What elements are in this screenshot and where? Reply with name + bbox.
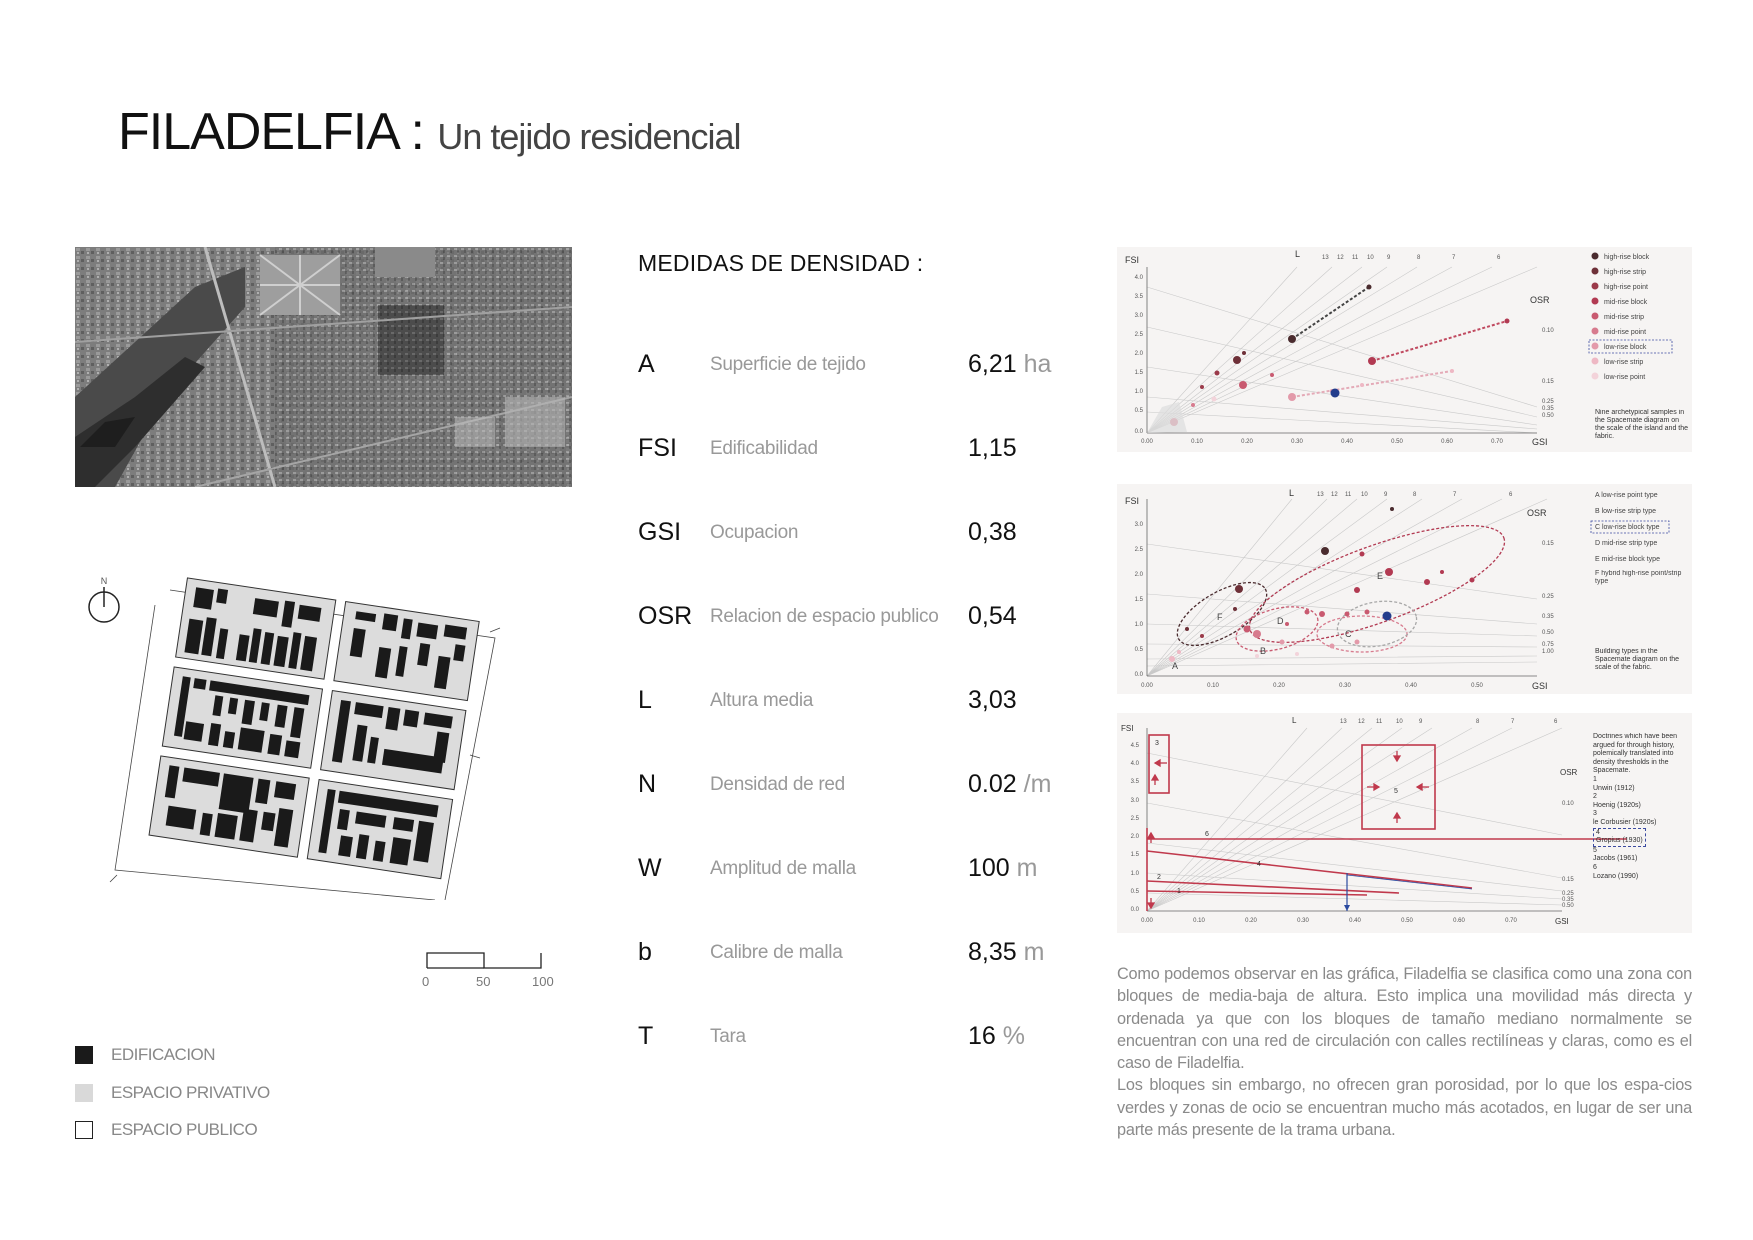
title-main: FILADELFIA: [118, 103, 397, 161]
measure-number: 0,38: [968, 518, 1017, 546]
measure-label: Superficie de tejido: [710, 354, 866, 375]
measure-label: Altura media: [710, 690, 814, 711]
svg-text:0.40: 0.40: [1349, 918, 1361, 924]
measure-key: GSI: [638, 518, 682, 546]
svg-text:3.0: 3.0: [1130, 798, 1139, 804]
svg-text:2.0: 2.0: [1130, 834, 1139, 840]
chart1-l-label: L: [1295, 249, 1301, 259]
page-title: [118, 102, 741, 162]
legend-publico: [75, 1120, 257, 1140]
svg-text:3: 3: [1155, 740, 1159, 747]
measure-key: W: [638, 854, 662, 882]
chart2-l-ticks: [1317, 492, 1513, 498]
chart3-l-label: L: [1292, 716, 1297, 725]
measure-number: 6,21: [968, 350, 1017, 378]
svg-text:1.0: 1.0: [1134, 389, 1143, 395]
svg-text:0.50: 0.50: [1401, 918, 1413, 924]
measure-number: 100: [968, 854, 1010, 882]
measure-value: [968, 770, 1051, 799]
scale-bar: [420, 948, 560, 998]
chart1-y-ticks: [1135, 275, 1144, 435]
svg-text:9: 9: [1384, 492, 1388, 498]
svg-text:0.15: 0.15: [1562, 877, 1574, 883]
svg-text:4.0: 4.0: [1130, 761, 1139, 767]
svg-text:A: A: [1172, 661, 1179, 671]
block-2: [334, 602, 479, 701]
chart1-caption: Nine archetypical samples in the Spacemate diagram on the scale of the island and the fabric.: [1595, 409, 1689, 440]
chart1-low-rise-line: [1292, 371, 1452, 397]
chart3-osr-label: OSR: [1560, 768, 1578, 777]
svg-text:1: 1: [1177, 888, 1181, 895]
svg-text:high-rise strip: high-rise strip: [1604, 269, 1647, 276]
measure-unit: m: [1023, 938, 1045, 966]
svg-text:11: 11: [1376, 719, 1383, 725]
svg-text:0.50: 0.50: [1542, 630, 1554, 636]
measure-value: [968, 854, 1038, 883]
measure-label: Tara: [710, 1026, 746, 1047]
legend-swatch-edificacion: [75, 1046, 93, 1064]
svg-text:7: 7: [1452, 255, 1456, 261]
measure-key: b: [638, 938, 652, 966]
measure-row-w: [638, 854, 1078, 894]
svg-text:4.0: 4.0: [1134, 275, 1143, 281]
svg-text:A low-rise point type: A low-rise point type: [1595, 492, 1658, 499]
svg-text:0.30: 0.30: [1339, 683, 1351, 689]
measure-label: Calibre de malla: [710, 942, 843, 963]
measure-label: Edificabilidad: [710, 438, 818, 459]
title-subtitle: Un tejido residencial: [437, 116, 741, 157]
svg-text:C low-rise block type: C low-rise block type: [1595, 524, 1660, 531]
svg-text:0.30: 0.30: [1291, 439, 1303, 445]
svg-text:F: F: [1217, 612, 1223, 622]
svg-text:10: 10: [1361, 492, 1368, 498]
measure-row-a: [638, 350, 1078, 390]
svg-text:0.10: 0.10: [1542, 328, 1554, 334]
svg-text:E: E: [1377, 571, 1384, 581]
svg-text:0.0: 0.0: [1134, 672, 1143, 678]
measure-label: Relacion de espacio publico: [710, 606, 939, 627]
measure-value: [968, 938, 1044, 967]
chart3-gsi-label: GSI: [1555, 917, 1569, 926]
svg-text:6: 6: [1497, 255, 1501, 261]
measure-number: 0,54: [968, 602, 1017, 630]
svg-text:4: 4: [1257, 861, 1261, 868]
svg-text:D: D: [1277, 616, 1284, 626]
measure-key: A: [638, 350, 655, 378]
measure-value: [968, 434, 1017, 463]
svg-text:high-rise block: high-rise block: [1604, 254, 1650, 261]
figure-ground-plan: [75, 570, 535, 900]
legend-edificacion: [75, 1045, 215, 1065]
svg-text:3.0: 3.0: [1134, 313, 1143, 319]
measure-value: [968, 686, 1017, 715]
doctrine-corbusier: le Corbusier (1920s): [1593, 818, 1657, 826]
svg-text:0.5: 0.5: [1134, 408, 1143, 414]
chart3-osr-ticks: [1562, 801, 1574, 909]
svg-text:0.20: 0.20: [1273, 683, 1285, 689]
doctrine-num-6: 6: [1593, 863, 1597, 871]
svg-text:0.00: 0.00: [1141, 918, 1153, 924]
measure-value: [968, 350, 1051, 379]
svg-text:mid-rise block: mid-rise block: [1604, 299, 1648, 306]
block-1: [176, 578, 336, 679]
paragraph-2: Los bloques sin embargo, no ofrecen gran porosidad, por lo que los espa-cios verdes y zonas de ocio se encuentran mucho más acotados, en lugar de ser una parte más presente de la trama urbana.: [1117, 1076, 1692, 1140]
svg-text:7: 7: [1511, 719, 1515, 725]
chart2-group-letters: [1172, 571, 1383, 671]
measure-number: 1,15: [968, 434, 1017, 462]
measure-value: [968, 602, 1017, 631]
measure-key: N: [638, 770, 657, 798]
block-4: [321, 691, 466, 790]
svg-text:2.0: 2.0: [1134, 572, 1143, 578]
aerial-photo-graphic: [75, 247, 572, 487]
chart2-guidelines: [1147, 499, 1547, 676]
spacemate-chart-3: [1117, 713, 1692, 933]
doctrine-num-1: 1: [1593, 775, 1597, 783]
svg-text:0.35: 0.35: [1542, 614, 1554, 620]
chart2-filadelfia-point: [1383, 612, 1392, 621]
svg-text:4.5: 4.5: [1130, 743, 1139, 749]
svg-text:13: 13: [1317, 492, 1324, 498]
doctrine-hoenig: Hoenig (1920s): [1593, 801, 1641, 809]
svg-text:2.5: 2.5: [1134, 547, 1143, 553]
doctrine-line-4: [1147, 851, 1472, 888]
chart2-legend: [1591, 492, 1669, 563]
svg-text:2.0: 2.0: [1134, 351, 1143, 357]
svg-text:8: 8: [1476, 719, 1480, 725]
chart2-y-ticks: [1135, 522, 1144, 678]
svg-text:B low-rise strip type: B low-rise strip type: [1595, 508, 1657, 515]
svg-text:8: 8: [1417, 255, 1421, 261]
measure-value: [968, 1022, 1025, 1051]
svg-text:11: 11: [1352, 255, 1359, 261]
measure-row-n: [638, 770, 1078, 810]
svg-text:1.0: 1.0: [1134, 622, 1143, 628]
svg-text:0.00: 0.00: [1141, 683, 1153, 689]
svg-text:0.35: 0.35: [1562, 897, 1574, 903]
measure-value: [968, 518, 1017, 547]
legend-privativo: [75, 1083, 270, 1103]
svg-text:5: 5: [1394, 788, 1398, 795]
legend-swatch-privativo: [75, 1084, 93, 1102]
svg-text:0.40: 0.40: [1405, 683, 1417, 689]
chart1-x-ticks: [1141, 439, 1503, 445]
svg-text:6: 6: [1205, 831, 1209, 838]
svg-text:0.20: 0.20: [1245, 918, 1257, 924]
measure-unit: /m: [1023, 770, 1052, 798]
measure-label: Amplitud de malla: [710, 858, 856, 879]
svg-text:0.35: 0.35: [1542, 406, 1554, 412]
svg-text:mid-rise point: mid-rise point: [1604, 329, 1647, 336]
svg-text:6: 6: [1509, 492, 1513, 498]
svg-text:1.00: 1.00: [1542, 649, 1554, 655]
measure-unit: m: [1016, 854, 1038, 882]
chart2-x-ticks: [1141, 683, 1483, 689]
svg-text:low-rise block: low-rise block: [1604, 344, 1647, 351]
svg-text:0.75: 0.75: [1542, 642, 1554, 648]
svg-text:1.5: 1.5: [1134, 597, 1143, 603]
svg-text:0.40: 0.40: [1341, 439, 1353, 445]
measure-number: 8,35: [968, 938, 1017, 966]
legend-label-publico: ESPACIO PUBLICO: [111, 1120, 258, 1139]
svg-text:B: B: [1260, 646, 1267, 656]
chart1-guidelines: [1147, 267, 1537, 433]
aerial-photo: [75, 247, 572, 487]
analysis-paragraph: [1117, 963, 1692, 1141]
measure-row-b: [638, 938, 1078, 978]
measure-number: 3,03: [968, 686, 1017, 714]
spacemate-chart-2: [1117, 484, 1692, 694]
svg-text:2.5: 2.5: [1130, 816, 1139, 822]
measure-unit: ha: [1023, 350, 1052, 378]
svg-text:low-rise strip: low-rise strip: [1604, 359, 1644, 366]
scale-tick-0: 0: [422, 974, 430, 989]
svg-text:0.30: 0.30: [1297, 918, 1309, 924]
title-separator: :: [397, 103, 438, 161]
chart1-caption-box: [1595, 409, 1690, 452]
svg-text:0.70: 0.70: [1505, 918, 1517, 924]
svg-text:2: 2: [1157, 874, 1161, 881]
chart2-osr-label: OSR: [1527, 508, 1547, 518]
block-3: [162, 667, 322, 768]
svg-text:0.10: 0.10: [1207, 683, 1219, 689]
svg-text:0.50: 0.50: [1471, 683, 1483, 689]
doctrine-highlight: [1593, 828, 1646, 847]
chart1-mid-rise-line: [1372, 321, 1507, 361]
svg-text:0.15: 0.15: [1542, 379, 1554, 385]
svg-text:1.0: 1.0: [1130, 871, 1139, 877]
svg-text:0.10: 0.10: [1193, 918, 1205, 924]
chart3-doctrine-shapes: [1147, 735, 1627, 911]
svg-text:0.70: 0.70: [1491, 439, 1503, 445]
chart1-osr-ticks: [1542, 328, 1554, 419]
doctrine-num-4: 4: [1596, 828, 1600, 836]
chart2-fsi-label: FSI: [1125, 496, 1140, 506]
svg-text:E mid-rise block type: E mid-rise block type: [1595, 556, 1660, 563]
svg-text:0.5: 0.5: [1130, 889, 1139, 895]
legend-label-privativo: ESPACIO PRIVATIVO: [111, 1083, 270, 1102]
svg-text:7: 7: [1453, 492, 1457, 498]
measure-number: 0.02: [968, 770, 1017, 798]
svg-text:mid-rise strip: mid-rise strip: [1604, 314, 1645, 321]
doctrines-caption: Doctrines which have been argued for through history, polemically translated into density thresholds in the Spacemate.: [1593, 733, 1678, 775]
svg-text:3.5: 3.5: [1130, 779, 1139, 785]
measure-key: L: [638, 686, 652, 714]
scale-tick-50: 50: [476, 974, 491, 989]
chart2-ellipses: [1168, 502, 1517, 666]
legend-label-edificacion: EDIFICACION: [111, 1045, 216, 1064]
svg-text:2.5: 2.5: [1134, 332, 1143, 338]
measure-row-l: [638, 686, 1078, 726]
chart3-fsi-label: FSI: [1121, 724, 1134, 733]
chart1-points: [1170, 285, 1510, 427]
doctrine-unwin: Unwin (1912): [1593, 784, 1635, 792]
north-label: N: [100, 576, 108, 586]
chart1-fsi-label: FSI: [1125, 255, 1140, 265]
svg-text:low-rise point: low-rise point: [1604, 374, 1646, 381]
svg-text:3.5: 3.5: [1134, 294, 1143, 300]
svg-text:0.00: 0.00: [1141, 439, 1153, 445]
chart1-gsi-label: GSI: [1532, 437, 1548, 447]
doctrine-num-2: 2: [1593, 793, 1597, 801]
svg-text:0.0: 0.0: [1134, 429, 1143, 435]
block-6: [307, 780, 452, 879]
svg-text:0.10: 0.10: [1191, 439, 1203, 445]
chart2-gsi-label: GSI: [1532, 681, 1548, 691]
spacemate-chart-1: [1117, 247, 1692, 452]
svg-text:C: C: [1345, 629, 1352, 639]
svg-text:6: 6: [1554, 719, 1558, 725]
svg-text:0.5: 0.5: [1134, 647, 1143, 653]
svg-text:13: 13: [1340, 719, 1347, 725]
measure-label: Densidad de red: [710, 774, 845, 795]
svg-text:0.50: 0.50: [1391, 439, 1403, 445]
measure-row-t: [638, 1022, 1078, 1062]
scale-tick-100: 100: [532, 974, 554, 989]
chart2-legend-f: F hybrid high-rise point/strip type: [1595, 570, 1682, 585]
svg-text:13: 13: [1322, 255, 1329, 261]
svg-text:0.60: 0.60: [1453, 918, 1465, 924]
svg-text:0.10: 0.10: [1562, 801, 1574, 807]
chart3-y-ticks: [1131, 743, 1140, 913]
svg-text:D mid-rise strip type: D mid-rise strip type: [1595, 540, 1658, 547]
blocks: [149, 578, 479, 879]
svg-text:9: 9: [1387, 255, 1391, 261]
doctrine-gropius: Gropius (1930): [1596, 837, 1643, 845]
chart1-osr-label: OSR: [1530, 295, 1550, 305]
doctrine-num-5: 5: [1593, 846, 1597, 854]
chart1-l-ticks: [1322, 255, 1501, 261]
svg-text:high-rise point: high-rise point: [1604, 284, 1648, 291]
svg-text:0.25: 0.25: [1542, 594, 1554, 600]
svg-text:0.60: 0.60: [1441, 439, 1453, 445]
chart3-l-ticks: [1340, 719, 1558, 725]
svg-text:1.5: 1.5: [1130, 852, 1139, 858]
chart3-x-ticks: [1141, 918, 1517, 924]
svg-text:10: 10: [1396, 719, 1403, 725]
measure-key: OSR: [638, 602, 693, 630]
svg-text:8: 8: [1413, 492, 1417, 498]
svg-text:0.50: 0.50: [1542, 413, 1554, 419]
svg-text:10: 10: [1367, 255, 1374, 261]
chart3-doctrines-text: [1593, 733, 1691, 881]
svg-text:3.0: 3.0: [1134, 522, 1143, 528]
measures-heading: MEDIDAS DE DENSIDAD :: [638, 250, 924, 276]
legend-swatch-publico: [75, 1121, 93, 1139]
chart1-filadelfia-point: [1331, 389, 1340, 398]
measure-row-gsi: [638, 518, 1078, 558]
doctrine-jacobs: Jacobs (1961): [1593, 855, 1638, 863]
svg-text:9: 9: [1419, 719, 1423, 725]
chart2-caption: Building types in the Spacemate diagram on the scale of the fabric.: [1595, 648, 1680, 671]
block-5: [149, 756, 309, 857]
svg-text:0.25: 0.25: [1562, 891, 1574, 897]
chart2-l-label: L: [1289, 488, 1295, 498]
measure-row-fsi: [638, 434, 1078, 474]
svg-text:0.50: 0.50: [1562, 903, 1574, 909]
paragraph-1: Como podemos observar en las gráfica, Filadelfia se clasifica como una zona con bloques de media-baja de altura. Esto implica una movilidad más directa y ordenada ya que con los bloques de tamaño mediano normalmente se encuentran con una red de circulación con calles rectilíneas y claras, como es el caso de Filadelfia.: [1117, 965, 1692, 1073]
chart1-high-rise-line: [1292, 287, 1369, 339]
measure-unit: %: [1002, 1022, 1025, 1050]
svg-text:12: 12: [1337, 255, 1344, 261]
svg-text:12: 12: [1331, 492, 1338, 498]
svg-text:0.25: 0.25: [1542, 399, 1554, 405]
measure-key: T: [638, 1022, 654, 1050]
measure-row-osr: [638, 602, 1078, 642]
svg-text:1.5: 1.5: [1134, 370, 1143, 376]
svg-text:0.20: 0.20: [1241, 439, 1253, 445]
measure-key: FSI: [638, 434, 677, 462]
chart2-osr-ticks: [1542, 541, 1554, 655]
chart1-legend: [1589, 253, 1672, 382]
svg-text:11: 11: [1345, 492, 1352, 498]
measure-number: 16: [968, 1022, 996, 1050]
svg-text:12: 12: [1358, 719, 1365, 725]
doctrine-lozano: Lozano (1990): [1593, 872, 1639, 880]
measure-label: Ocupacion: [710, 522, 799, 543]
svg-text:0.0: 0.0: [1130, 907, 1139, 913]
svg-text:0.15: 0.15: [1542, 541, 1554, 547]
doctrine-num-3: 3: [1593, 810, 1597, 818]
